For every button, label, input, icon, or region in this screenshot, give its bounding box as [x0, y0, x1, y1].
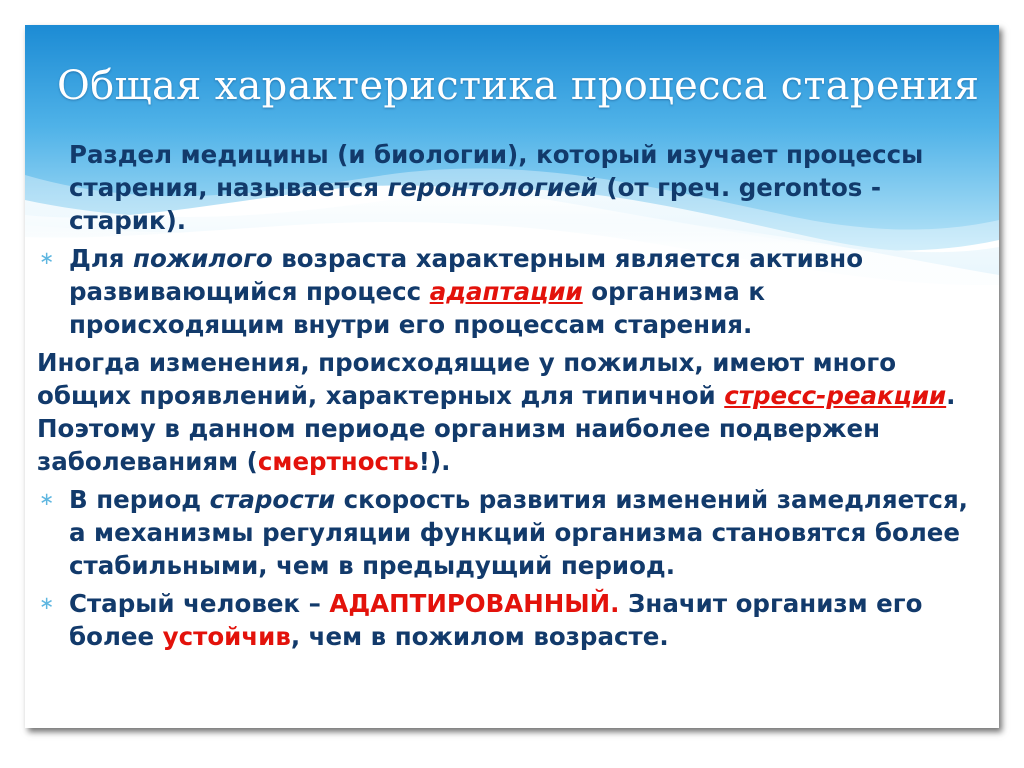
- text-segment: !).: [418, 447, 451, 476]
- text-segment: Раздел медицины (и биологии), который изучает процессы старения, называется: [69, 140, 924, 202]
- slide-title: Общая характеристика процесса старения: [57, 63, 980, 109]
- text-segment: Для: [69, 244, 134, 273]
- highlighted-term: смертность: [257, 447, 419, 476]
- highlighted-term: стресс-реакции: [724, 381, 947, 410]
- bullet-icon: ∗: [39, 489, 55, 510]
- text-segment: . Поэтому в данном периоде организм наиболее подвержен заболеваниям (: [37, 381, 956, 476]
- text-segment: возраста характерным является активно развивающийся процесс: [69, 244, 864, 306]
- text-segment: Значит организм его более: [69, 589, 923, 651]
- bullet-icon: ∗: [39, 593, 55, 614]
- emphasized-term: геронтологией: [387, 173, 598, 202]
- bullet-icon: ∗: [39, 248, 55, 269]
- text-segment: организма к происходящим внутри его процессам старения.: [69, 277, 765, 339]
- paragraph-p5: [37, 587, 982, 653]
- emphasized-term: пожилого: [133, 244, 273, 273]
- slide-content: [37, 138, 982, 658]
- emphasized-term: старости: [209, 485, 336, 514]
- text-segment: скорость развития изменений замедляется, а механизмы регуляции функций организма становятся более стабильными, чем в предыдущий период.: [69, 485, 968, 580]
- highlighted-term: устойчив: [162, 622, 291, 651]
- highlighted-term: адаптации: [429, 277, 583, 306]
- paragraph-p2: [37, 242, 982, 341]
- slide: [25, 25, 999, 728]
- text-segment: Иногда изменения, происходящие у пожилых, имеют много общих проявлений, характерных для типичной: [37, 348, 897, 410]
- text-segment: , чем в пожилом возрасте.: [290, 622, 669, 651]
- text-segment: Старый человек –: [69, 589, 330, 618]
- paragraph-p3: [37, 346, 982, 478]
- paragraph-p1: [37, 138, 982, 237]
- text-segment: (от греч. gerontos - старик).: [69, 173, 882, 235]
- text-segment: В период: [69, 485, 210, 514]
- paragraph-p4: [37, 483, 982, 582]
- highlighted-term: АДАПТИРОВАННЫЙ.: [329, 589, 620, 618]
